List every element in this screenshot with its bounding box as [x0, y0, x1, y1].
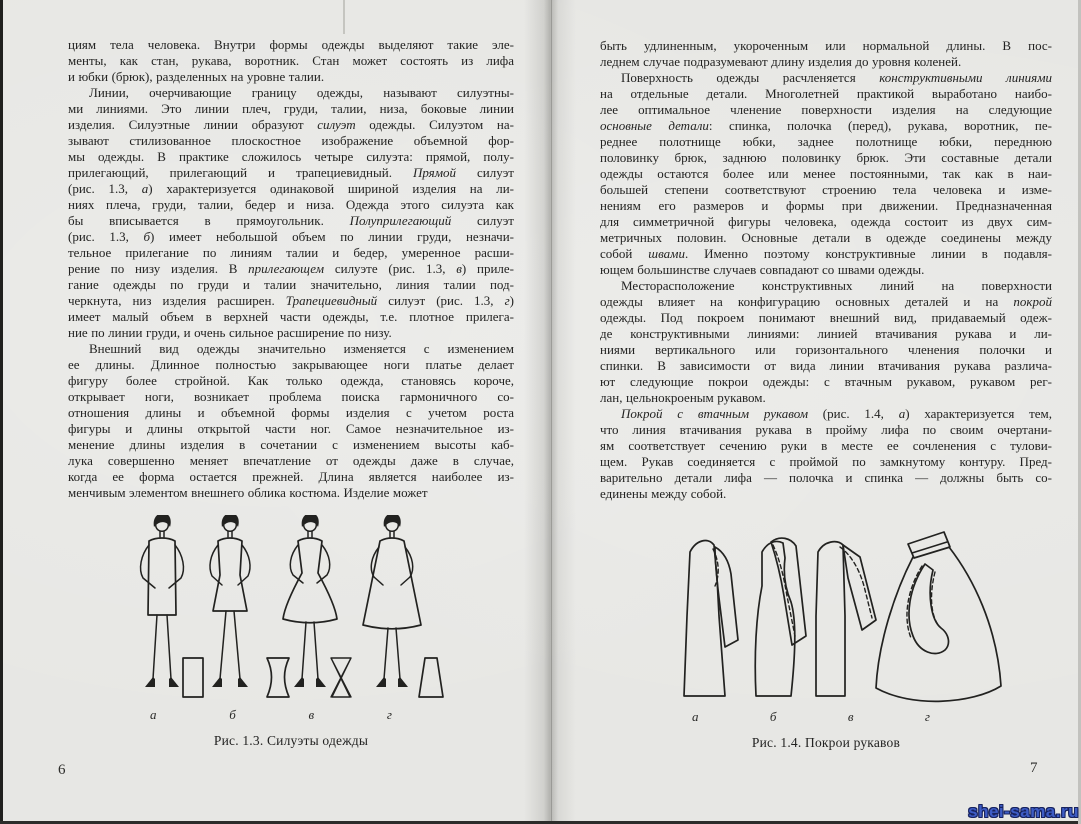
book-spine-line	[551, 0, 552, 824]
text-line: реднее полотнище юбки, заднее полотнище юбки, переднюю	[600, 134, 1052, 149]
text-line: ниях плеча, груди, талии, бедер и низа. Одежда этого силуэта как	[68, 197, 514, 212]
text-line: черкнута, низ изделия расширен. Трапециевидный силуэт (рис. 1.3, г)	[68, 293, 514, 308]
text-line: ям соответствует сечению руки в месте ее сочленения с тулови-	[600, 438, 1052, 453]
text-line: одежды остаются более или менее постоянными, так как в наи-	[600, 166, 1052, 181]
text-line: циям тела человека. Внутри формы одежды выделяют такие эле-	[68, 37, 514, 52]
text-line: гание одежды по груди и талии значительно, линия талии под-	[68, 277, 514, 292]
text-line: имеет малый объем в верхней части одежды, т.е. плотное прилега-	[68, 309, 514, 324]
text-line: варительно детали лифа — полочка и спинка — должны быть со-	[600, 470, 1052, 485]
text-line: ющем большинстве случаев совпадают со швами одежды.	[600, 262, 925, 277]
text-line: рение по низу изделия. В прилегающем силуэте (рис. 1.3, в) приле-	[68, 261, 514, 276]
text-line: мы одежды. В практике сложилось четыре силуэта: прямой, полу-	[68, 149, 514, 164]
page-fold-mark	[343, 0, 345, 34]
text-line: одежды влияет на конфигурацию основных деталей и на покрой	[600, 294, 1052, 309]
figure-label: а	[692, 709, 699, 724]
page-number-right: 7	[1030, 760, 1038, 776]
text-line: единены между собой.	[600, 486, 727, 501]
pattern-v-one-piece-sleeve	[816, 542, 876, 696]
page-number-left: 6	[58, 762, 66, 778]
text-line: де конструктивными линиями: линией втачивания рукава и ли-	[600, 326, 1052, 341]
silhouette-v-fitted	[283, 515, 337, 687]
text-line: леднем случае подразумевают длину изделия до уровня коленей.	[600, 54, 962, 69]
scan-edge-left	[0, 0, 3, 824]
shape-bowtie	[331, 658, 351, 697]
figure-label: г	[386, 707, 392, 722]
watermark: shei-sama.ru	[968, 802, 1079, 821]
shape-rectangle	[183, 658, 203, 697]
figure-1-3-caption: Рис. 1.3. Силуэты одежды	[213, 733, 369, 748]
text-line: лука совершенно меняет впечатление от одежды даже в случае,	[68, 453, 514, 468]
shape-waisted	[267, 658, 289, 697]
text-line: лан, цельнокроеным рукавом.	[600, 390, 766, 405]
figure-label: а	[150, 707, 157, 722]
text-line: быть удлиненным, укороченным или нормальной длины. В пос-	[600, 38, 1052, 53]
text-line: собой швами. Именно поэтому конструктивные линии в подавля-	[600, 246, 1052, 261]
text-line: Линии, очерчивающие границу одежды, называют силуэтны-	[89, 85, 514, 100]
book-spine-shadow	[524, 0, 576, 824]
figure-1-4-labels	[692, 709, 930, 725]
shape-trapezoid	[419, 658, 443, 697]
text-line: Поверхность одежды расчленяется конструктивными линиями	[621, 70, 1052, 85]
text-line: щем. Рукав соединяется с проймой по замкнутому контуру. Пред-	[600, 454, 1052, 469]
text-line: Месторасположение конструктивных линий на поверхности	[621, 278, 1052, 293]
text-line: (рис. 1.3, а) характеризуется одинаковой шириной изделия на ли-	[68, 181, 514, 196]
text-line: и юбки (брюк), разделенных на уровне талии.	[68, 69, 325, 84]
text-line: половинку брюк, заднюю половинку брюк. Эти составные детали	[600, 150, 1052, 165]
text-line: что линия втачивания рукава в пройму лифа по своим очертани-	[600, 422, 1052, 437]
text-line: прилегающий, прилегающий и трапециевидный. Прямой силуэт	[68, 165, 514, 180]
text-line: ние по линии груди, и очень сильное расширение по низу.	[68, 325, 392, 340]
text-line: спинки. В зависимости от вида линии втачивания рукава различа-	[600, 358, 1052, 373]
figure-1-3-labels	[150, 707, 392, 723]
text-line: фигуру более стройной. Как только одежда, становясь короче,	[68, 373, 514, 388]
text-line: зывают стилизованное плоскостное изображение объемной фор-	[68, 133, 514, 148]
text-line: открывает ноги, возникает проблема поиска гармоничного со-	[68, 389, 514, 404]
figure-label: г	[924, 709, 930, 724]
text-line: лее оптимальное членение поверхности изделия на следующие	[600, 102, 1052, 117]
text-line: отношения длины и объемной формы изделия с учетом роста	[68, 405, 514, 420]
text-line: метричных половин. Основные детали в одежде соединены между	[600, 230, 1052, 245]
figure-1-4-caption: Рис. 1.4. Покрои рукавов	[751, 735, 901, 750]
text-line: тельное прилегание по линиям талии и бедер, умеренное расши-	[68, 245, 514, 260]
figure-label: в	[308, 707, 315, 722]
text-line: фигуры и длины открытой части ног. Самое незначительное из-	[68, 421, 514, 436]
text-line: ее длины. Длинное полностью закрывающее ноги платье делает	[68, 357, 514, 372]
figure-1-4-sleeve-cuts-drawing	[672, 516, 1017, 711]
text-line: большей степени соответствуют строению тела человека и изме-	[600, 182, 1052, 197]
text-line: для симметричной фигуры человека, одежда состоит из двух сим-	[600, 214, 1052, 229]
silhouette-a-straight	[141, 515, 184, 687]
figure-1-3-silhouettes-drawing	[115, 515, 455, 705]
right-text-column	[600, 38, 1052, 502]
left-text-column	[68, 37, 514, 501]
text-line: ми линиями. Это линии плеч, груди, талии, низа, боковые линии	[68, 101, 514, 116]
text-line: когда ее форма остается прежней. Длина является наиболее из-	[68, 469, 514, 484]
text-line: одежды. Под покроем понимают внешний вид, придаваемый одеж-	[600, 310, 1052, 325]
silhouette-b-semi-fitted	[210, 515, 250, 687]
pattern-b-raglan-sleeve	[755, 538, 806, 696]
pattern-a-set-in-sleeve	[684, 541, 738, 696]
text-line: Покрой с втачным рукавом (рис. 1.4, а) характеризуется тем,	[621, 406, 1052, 421]
pattern-g-flared-piece	[876, 532, 1001, 701]
text-line: ниями вертикального или горизонтального членения полочки и	[600, 342, 1052, 357]
text-line: основные детали: спинка, полочка (перед), рукава, воротник, пе-	[600, 118, 1052, 133]
figure-label: в	[847, 709, 854, 724]
text-line: менчивым элементом внешнего облика костюма. Изделие может	[68, 485, 428, 500]
figure-label: б	[769, 709, 777, 724]
text-line: на отдельные детали. Многолетней практикой выработано наибо-	[600, 86, 1052, 101]
text-line: бы вписывается в прямоугольник. Полуприлегающий силуэт	[68, 213, 514, 228]
text-line: менты, как стан, рукава, воротник. Стан может состоять из лифа	[68, 53, 514, 68]
text-line: менение длины изделия в сочетании с изменением высоты каб-	[68, 437, 514, 452]
text-line: Внешний вид одежды значительно изменяется с изменением	[89, 341, 514, 356]
text-line: нениям его размеров и формы при движении. Предназначенная	[600, 198, 1052, 213]
text-line: (рис. 1.3, б) имеет небольшой объем по линии груди, незначи-	[68, 229, 514, 244]
text-line: ют следующие покрои одежды: с втачным рукавом, рукавом рег-	[600, 374, 1052, 389]
text-line: изделия. Силуэтные линии образуют силуэт одежды. Силуэтом на-	[68, 117, 514, 132]
silhouette-g-trapeze	[363, 515, 421, 687]
figure-label: б	[229, 707, 236, 722]
